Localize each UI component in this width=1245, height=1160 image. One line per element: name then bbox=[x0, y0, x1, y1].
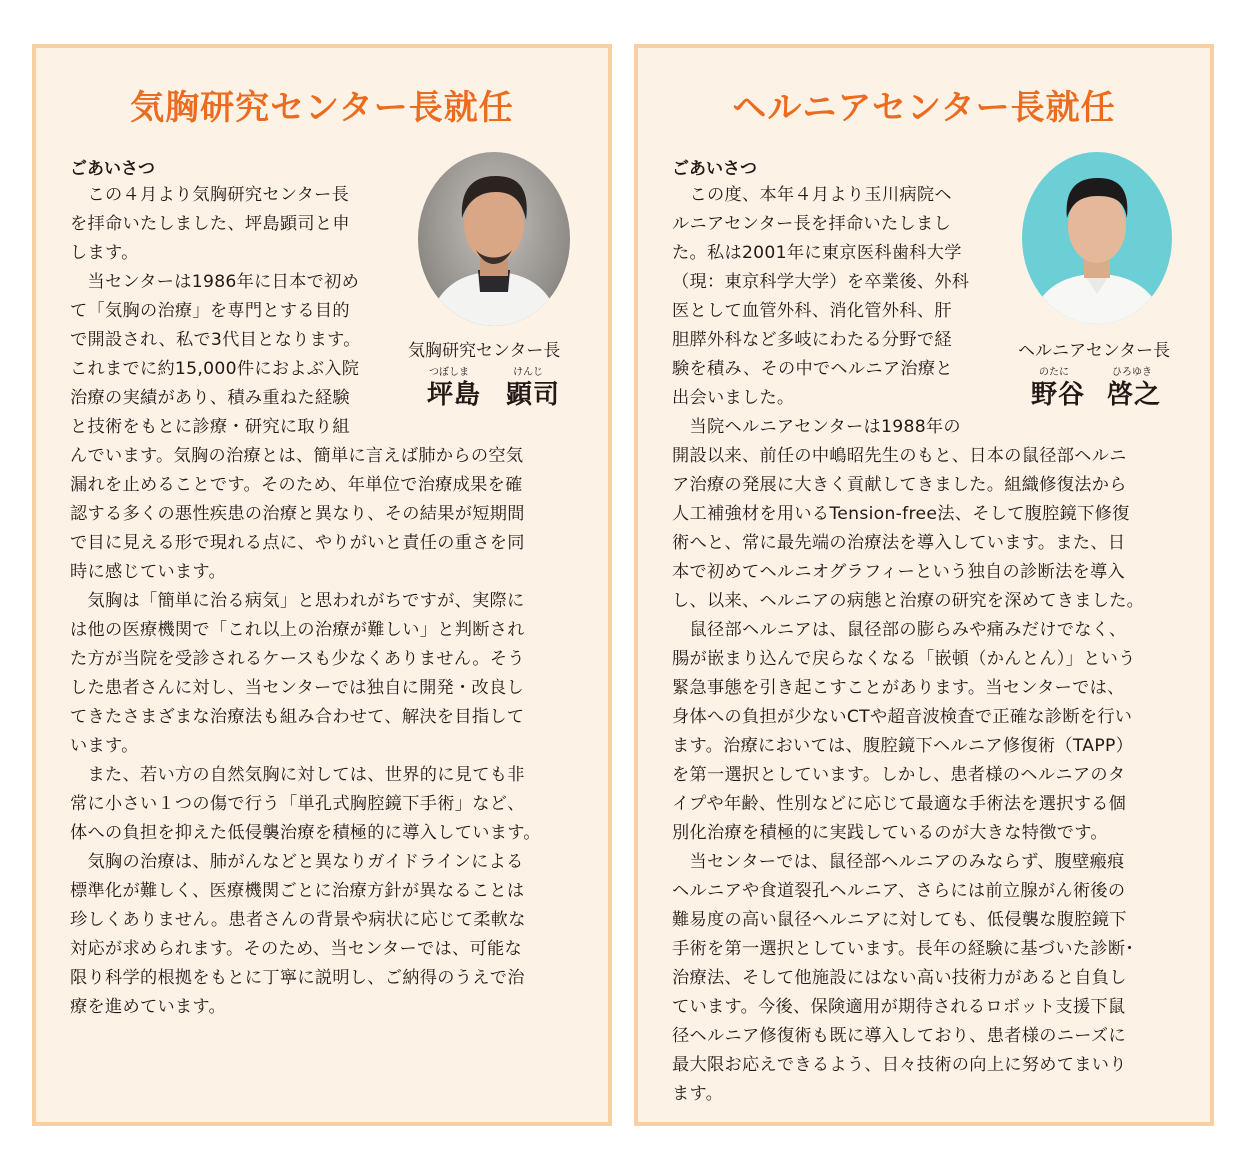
body-line: 腸が嵌まり込んで戻らなくなる「嵌頓（かんとん）」という bbox=[672, 649, 1136, 669]
right-name-family: 野谷 bbox=[1031, 380, 1086, 410]
body-line: イプや年齢、性別などに応じて最適な手術法を選択する個 bbox=[672, 794, 1127, 814]
body-line: 緊急事態を引き起こすことがあります。当センターでは、 bbox=[672, 678, 1125, 698]
right-name-given: 啓之 bbox=[1107, 380, 1162, 410]
left-name-family: 坪島 bbox=[427, 380, 482, 410]
left-position-label: 気胸研究センター長 bbox=[408, 341, 561, 361]
body-line: また、若い方の自然気胸に対しては、世界的に見ても非 bbox=[70, 765, 525, 785]
body-line: 術へと、常に最先端の治療法を導入しています。また、日 bbox=[672, 533, 1126, 553]
body-line: ます。治療においては、腹腔鏡下ヘルニア修復術（TAPP） bbox=[672, 736, 1134, 756]
body-line: 認する多くの悪性疾患の治療と異なり、その結果が短期間 bbox=[70, 504, 525, 524]
body-line: します。 bbox=[70, 243, 139, 263]
left-name-given: 顕司 bbox=[506, 380, 561, 410]
body-line: で開設され、私で3代目となります。 bbox=[70, 330, 361, 350]
body-line: 標準化が難しく、医療機関ごとに治療方針が異なることは bbox=[70, 881, 525, 901]
right-greeting-heading: ごあいさつ bbox=[672, 159, 757, 179]
right-name-given-ruby: ひろゆき bbox=[1112, 367, 1152, 378]
body-line: 限り科学的根拠をもとに丁寧に説明し、ご納得のうえで治 bbox=[70, 968, 525, 988]
body-line: ます。 bbox=[672, 1084, 724, 1104]
body-line: 胆膵外科など多岐にわたる分野で経 bbox=[672, 330, 952, 350]
body-line: ています。今後、保険適用が期待されるロボット支援下鼠 bbox=[672, 997, 1126, 1017]
body-line: 鼠径部ヘルニアは、鼠径部の膨らみや痛みだけでなく、 bbox=[672, 620, 1127, 640]
body-line: 当院ヘルニアセンターは1988年の bbox=[672, 417, 961, 437]
body-line: 本で初めてヘルニオグラフィーという独自の診断法を導入 bbox=[672, 562, 1125, 582]
right-article-title: ヘルニアセンター長就任 bbox=[732, 88, 1116, 128]
body-line: 開設以来、前任の中嶋昭先生のもと、日本の鼠径部ヘルニ bbox=[672, 446, 1127, 466]
body-line: この４月より気胸研究センター長 bbox=[70, 185, 350, 205]
body-line: し、以来、ヘルニアの病態と治療の研究を深めてきました。 bbox=[672, 591, 1145, 611]
left-article-title: 気胸研究センター長就任 bbox=[130, 88, 514, 128]
body-line: を第一選択としています。しかし、患者様のヘルニアのタ bbox=[672, 765, 1126, 785]
body-line: 常に小さい１つの傷で行う「単孔式胸腔鏡下手術」など、 bbox=[70, 794, 525, 814]
body-line: この度、本年４月より玉川病院ヘ bbox=[672, 185, 952, 205]
body-line: を拝命いたしました、坪島顕司と申 bbox=[70, 214, 350, 234]
right-name-family-ruby: のたに bbox=[1039, 367, 1069, 378]
body-line: います。 bbox=[70, 736, 139, 756]
body-line: 治療の実績があり、積み重ねた経験 bbox=[70, 388, 350, 408]
left-article-panel bbox=[32, 44, 612, 1126]
body-line: てきたさまざまな治療法も組み合わせて、解決を目指して bbox=[70, 707, 525, 727]
left-greeting-heading: ごあいさつ bbox=[70, 159, 155, 179]
body-line: 体への負担を抑えた低侵襲治療を積極的に導入しています。 bbox=[70, 823, 541, 843]
body-line: 対応が求められます。そのため、当センターでは、可能な bbox=[70, 939, 522, 959]
body-line: 験を積み、その中でヘルニア治療と bbox=[672, 359, 953, 379]
body-line: した患者さんに対し、当センターでは独自に開発・改良し bbox=[70, 678, 524, 698]
body-line: 漏れを止めることです。そのため、年単位で治療成果を確 bbox=[70, 475, 523, 495]
body-line: ルニアセンター長を拝命いたしまし bbox=[672, 214, 951, 234]
body-line: た。私は2001年に東京医科歯科大学 bbox=[672, 243, 962, 263]
body-line: 身体への負担が少ないCTや超音波検査で正確な診断を行い bbox=[672, 707, 1133, 727]
body-line: （現：東京科学大学）を卒業後、外科 bbox=[672, 272, 970, 292]
left-article-body bbox=[70, 181, 541, 1022]
left-name-family-ruby: つぼしま bbox=[429, 367, 469, 378]
body-line: ア治療の発展に大きく貢献してきました。組織修復法から bbox=[672, 475, 1127, 495]
body-line: んでいます。気胸の治療とは、簡単に言えば肺からの空気 bbox=[70, 446, 524, 466]
body-line: 当センターでは、鼠径部ヘルニアのみならず、腹壁瘢痕 bbox=[672, 852, 1125, 872]
body-line: 療を進めています。 bbox=[70, 997, 227, 1017]
body-line: で目に見える形で現れる点に、やりがいと責任の重さを同 bbox=[70, 533, 525, 553]
body-line: これまでに約15,000件におよぶ入院 bbox=[70, 359, 360, 379]
body-line: 気胸の治療は、肺がんなどと異なりガイドラインによる bbox=[70, 852, 524, 872]
body-line: 最大限お応えできるよう、日々技術の向上に努めてまいり bbox=[672, 1055, 1127, 1075]
body-line: は他の医療機関で「これ以上の治療が難しい」と判断され bbox=[70, 620, 525, 640]
right-article-panel bbox=[634, 44, 1214, 1126]
body-line: 当センターは1986年に日本で初め bbox=[70, 272, 360, 292]
body-line: 別化治療を積極的に実践しているのが大きな特徴です。 bbox=[672, 823, 1108, 843]
left-name-given-ruby: けんじ bbox=[513, 367, 543, 378]
body-line: 珍しくありません。患者さんの背景や病状に応じて柔軟な bbox=[70, 910, 526, 930]
body-line: た方が当院を受診されるケースも少なくありません。そう bbox=[70, 649, 525, 669]
body-line: 径ヘルニア修復術も既に導入しており、患者様のニーズに bbox=[672, 1026, 1126, 1046]
right-article-body bbox=[672, 181, 1144, 1109]
body-line: と技術をもとに診療・研究に取り組 bbox=[70, 417, 350, 437]
body-line: 治療法、そして他施設にはない高い技術力があると自負し bbox=[672, 968, 1127, 988]
right-position-label: ヘルニアセンター長 bbox=[1018, 341, 1171, 361]
body-line: て「気胸の治療」を専門とする目的 bbox=[70, 301, 350, 321]
body-line: 手術を第一選択としています。長年の経験に基づいた診断･ bbox=[672, 939, 1135, 959]
body-line: 出会いました。 bbox=[672, 388, 795, 408]
body-line: ヘルニアや食道裂孔ヘルニア、さらには前立腺がん術後の bbox=[672, 881, 1126, 901]
body-line: 気胸は「簡単に治る病気」と思われがちですが、実際に bbox=[70, 591, 525, 611]
body-line: 難易度の高い鼠径ヘルニアに対しても、低侵襲な腹腔鏡下 bbox=[672, 910, 1127, 930]
body-line: 人工補強材を用いるTension-free法、そして腹腔鏡下修復 bbox=[672, 504, 1130, 524]
body-line: 医として血管外科、消化管外科、肝 bbox=[672, 301, 952, 321]
body-line: 時に感じています。 bbox=[70, 562, 227, 582]
